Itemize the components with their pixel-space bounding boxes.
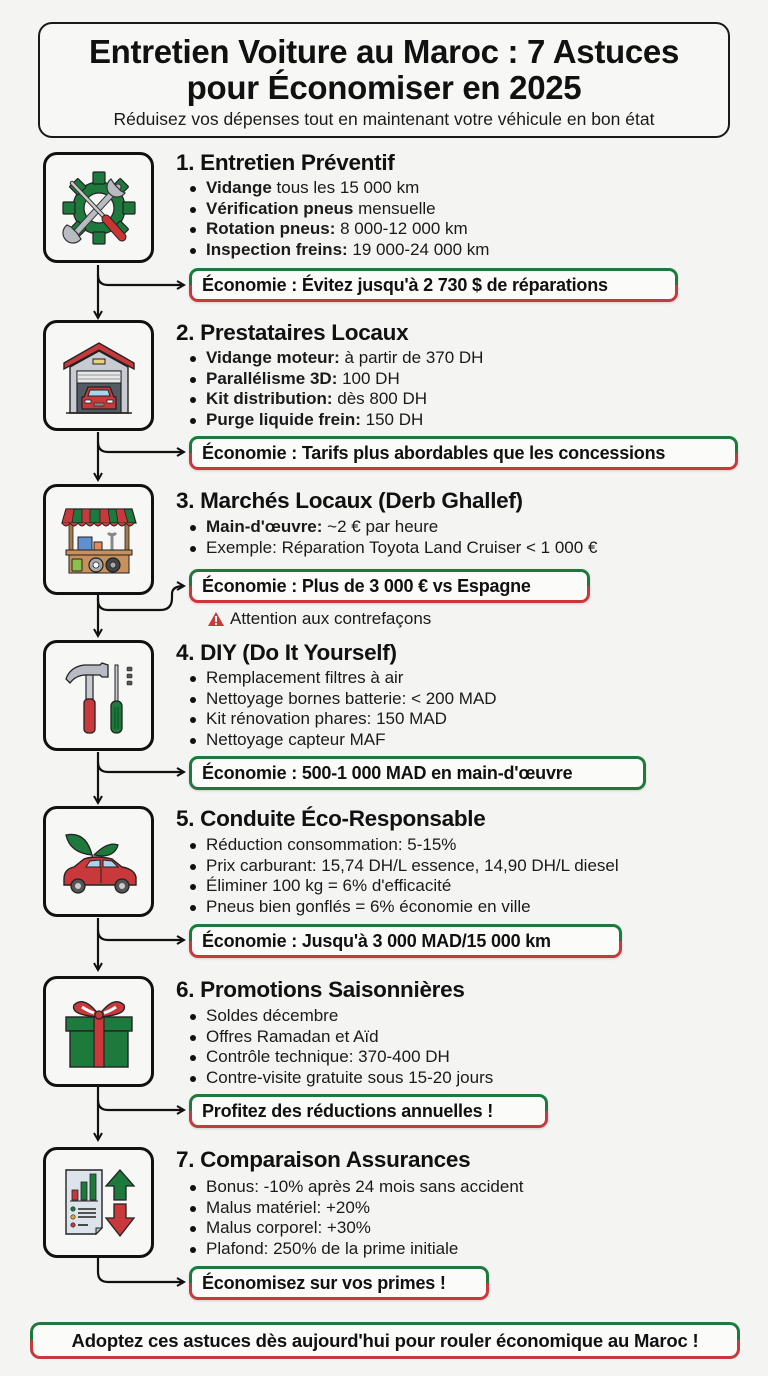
step-4-savings-badge: Économie : 500-1 000 MAD en main-d'œuvre <box>189 756 646 790</box>
footer-call-to-action: Adoptez ces astuces dès aujourd'hui pour rouler économique au Maroc ! <box>30 1322 740 1359</box>
step-7-icon-box <box>43 1147 154 1258</box>
step-7-savings-badge: Économisez sur vos primes ! <box>189 1266 489 1300</box>
bullet-item: Main-d'œuvre: ~2 € par heure <box>186 517 597 538</box>
step-4-title: 4. DIY (Do It Yourself) <box>176 640 397 665</box>
step-3-savings-badge: Économie : Plus de 3 000 € vs Espagne <box>189 569 590 603</box>
step-6-icon-box <box>43 976 154 1087</box>
bullet-item: Purge liquide frein: 150 DH <box>186 410 483 431</box>
warning-triangle-icon <box>207 611 225 627</box>
bullet-item: Contre-visite gratuite sous 15-20 jours <box>186 1068 493 1089</box>
step-5-savings-badge: Économie : Jusqu'à 3 000 MAD/15 000 km <box>189 924 622 958</box>
bullet-item: Kit distribution: dès 800 DH <box>186 389 483 410</box>
step-2-title: 2. Prestataires Locaux <box>176 320 409 345</box>
bullet-item: Exemple: Réparation Toyota Land Cruiser < 1 000 € <box>186 538 597 559</box>
bullet-item: Vidange moteur: à partir de 370 DH <box>186 348 483 369</box>
step-5-icon-box <box>43 806 154 917</box>
bullet-item: Remplacement filtres à air <box>186 668 497 689</box>
counterfeit-warning: Attention aux contrefaçons <box>207 609 431 629</box>
bullet-item: Réduction consommation: 5-15% <box>186 835 619 856</box>
page-subtitle: Réduisez vos dépenses tout en maintenant votre véhicule en bon état <box>113 109 655 129</box>
bullet-item: Plafond: 250% de la prime initiale <box>186 1239 524 1260</box>
step-7-bullets <box>186 1177 524 1259</box>
bullet-item: Inspection freins: 19 000-24 000 km <box>186 240 489 261</box>
step-1-icon-box <box>43 152 154 263</box>
market-stall-icon <box>56 497 142 583</box>
step-4-icon-box <box>43 640 154 751</box>
bullet-item: Contrôle technique: 370-400 DH <box>186 1047 493 1068</box>
bullet-item: Malus corporel: +30% <box>186 1218 524 1239</box>
bullet-item: Bonus: -10% après 24 mois sans accident <box>186 1177 524 1198</box>
step-5-bullets <box>186 835 619 917</box>
step-2-bullets <box>186 348 483 430</box>
bullet-item: Éliminer 100 kg = 6% d'efficacité <box>186 876 619 897</box>
eco-car-leaves-icon <box>56 819 142 905</box>
insurance-document-arrows-icon <box>56 1160 142 1246</box>
bullet-item: Rotation pneus: 8 000-12 000 km <box>186 219 489 240</box>
bullet-item: Nettoyage capteur MAF <box>186 730 497 751</box>
step-3-icon-box <box>43 484 154 595</box>
step-1-bullets <box>186 178 489 260</box>
step-6-savings-badge: Profitez des réductions annuelles ! <box>189 1094 548 1128</box>
bullet-item: Pneus bien gonflés = 6% économie en ville <box>186 897 619 918</box>
bullet-item: Nettoyage bornes batterie: < 200 MAD <box>186 689 497 710</box>
step-6-title: 6. Promotions Saisonnières <box>176 977 465 1002</box>
page-title-line1: Entretien Voiture au Maroc : 7 Astuces <box>88 33 680 70</box>
bullet-item: Vidange tous les 15 000 km <box>186 178 489 199</box>
step-5-title: 5. Conduite Éco-Responsable <box>176 806 486 831</box>
page-title-line2: pour Économiser en 2025 <box>186 69 582 106</box>
gear-wrench-screwdriver-icon <box>56 165 142 251</box>
gift-box-icon <box>56 989 142 1075</box>
step-2-icon-box <box>43 320 154 431</box>
bullet-item: Offres Ramadan et Aïd <box>186 1027 493 1048</box>
bullet-item: Prix carburant: 15,74 DH/L essence, 14,90 DH/L diesel <box>186 856 619 877</box>
bullet-item: Parallélisme 3D: 100 DH <box>186 369 483 390</box>
bullet-item: Soldes décembre <box>186 1006 493 1027</box>
hammer-screwdriver-icon <box>56 653 142 739</box>
step-2-savings-badge: Économie : Tarifs plus abordables que les concessions <box>189 436 738 470</box>
bullet-item: Kit rénovation phares: 150 MAD <box>186 709 497 730</box>
step-1-title: 1. Entretien Préventif <box>176 150 395 175</box>
step-3-title: 3. Marchés Locaux (Derb Ghallef) <box>176 488 523 513</box>
bullet-item: Vérification pneus mensuelle <box>186 199 489 220</box>
header-banner <box>38 22 730 138</box>
garage-car-icon <box>56 333 142 419</box>
step-6-bullets <box>186 1006 493 1088</box>
step-1-savings-badge: Économie : Évitez jusqu'à 2 730 $ de réparations <box>189 268 678 302</box>
step-7-title: 7. Comparaison Assurances <box>176 1147 471 1172</box>
step-4-bullets <box>186 668 497 750</box>
step-3-bullets <box>186 517 597 558</box>
bullet-item: Malus matériel: +20% <box>186 1198 524 1219</box>
